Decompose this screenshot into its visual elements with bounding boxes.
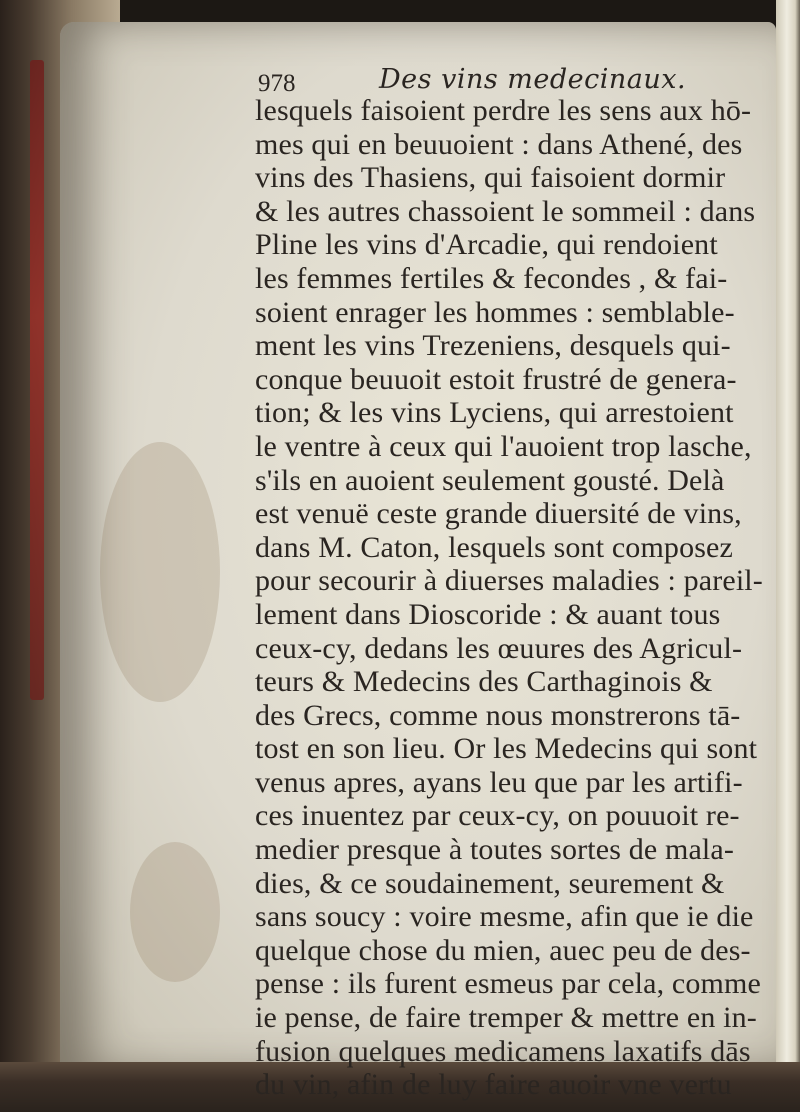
text-line: ces inuentez par ceux-cy, on pouuoit re- <box>255 799 740 833</box>
text-line: les femmes fertiles & fecondes , & fai- <box>255 261 728 295</box>
text-line: dans M. Caton, lesquels sont composez <box>255 530 733 564</box>
text-line: sans soucy : voire mesme, afin que ie die <box>255 900 754 934</box>
text-line: quelque chose du mien, auec peu de des- <box>255 933 751 967</box>
text-line: soient enrager les hommes : semblable- <box>255 295 735 329</box>
page-stain <box>130 842 220 982</box>
text-line: dies, & ce soudainement, seurement & <box>255 866 725 900</box>
text-line: ie pense, de faire tremper & mettre en in- <box>255 1001 757 1035</box>
text-line: ment les vins Trezeniens, desquels qui- <box>255 329 731 363</box>
text-line: vins des Thasiens, qui faisoient dormir <box>255 161 726 195</box>
text-line: pense : ils furent esmeus par cela, comme <box>255 967 761 1001</box>
text-line: lement dans Dioscoride : & auant tous <box>255 597 721 631</box>
text-line: & les autres chassoient le sommeil : dans <box>255 194 756 228</box>
text-line: teurs & Medecins des Carthaginois & <box>255 665 713 699</box>
text-line: des Grecs, comme nous monstrerons tā- <box>255 698 741 732</box>
text-line: lesquels faisoient perdre les sens aux hō- <box>255 94 752 127</box>
text-line: s'ils en auoient seulement gousté. Delà <box>255 463 725 497</box>
text-line: conque beuuoit estoit frustré de genera- <box>255 362 737 396</box>
binding-edge <box>30 60 44 700</box>
running-head-title: Des vins medecinaux. <box>379 64 687 95</box>
text-line: pour secourir à diuerses maladies : pareil- <box>255 564 763 598</box>
page-number: 978 <box>258 70 296 97</box>
text-line: Pline les vins d'Arcadie, qui rendoient <box>255 228 718 262</box>
running-head <box>255 62 780 97</box>
text-line: est venuë ceste grande diuersité de vins, <box>255 497 742 531</box>
text-line: ceux-cy, dedans les œuures des Agricul- <box>255 631 743 665</box>
text-line: mes qui en beuuoient : dans Athené, des <box>255 127 743 161</box>
page-stain <box>100 442 220 702</box>
text-line: tost en son lieu. Or les Medecins qui sont <box>255 732 758 766</box>
text-line: medier presque à toutes sortes de mala- <box>255 833 735 867</box>
text-line: le ventre à ceux qui l'auoient trop lasche, <box>255 429 752 463</box>
text-line: tion; & les vins Lyciens, qui arrestoient <box>255 396 734 430</box>
text-line: fusion quelques medicamens laxatifs dās <box>255 1034 751 1068</box>
text-line: venus apres, ayans leu que par les artifi- <box>255 765 743 799</box>
body-text <box>255 94 780 1102</box>
text-line: du vin, afin de luy faire auoir vne vertu <box>255 1068 732 1102</box>
text-block <box>255 62 780 1102</box>
